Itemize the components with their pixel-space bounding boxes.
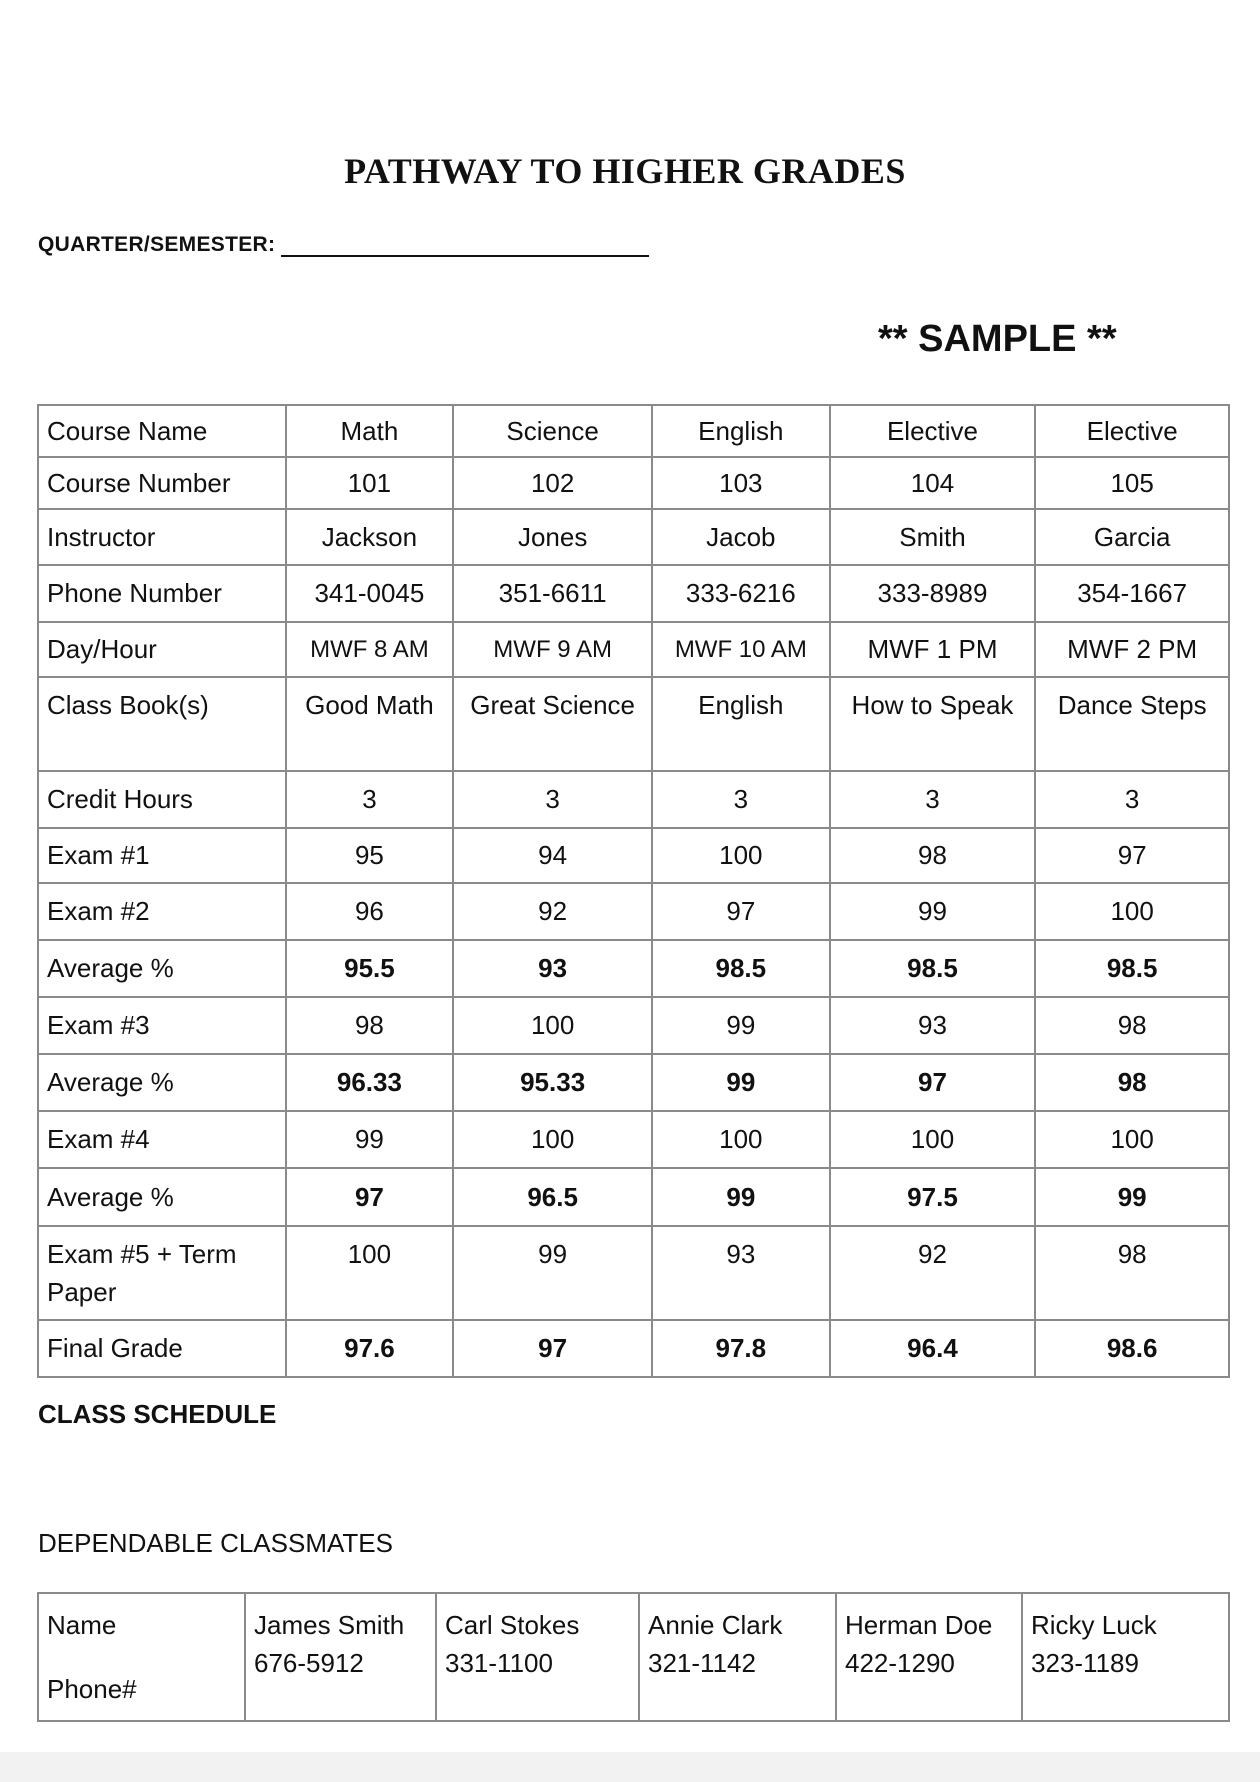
table-cell: MWF 8 AM [286,622,454,677]
table-cell: 100 [453,997,652,1054]
table-row-course-number [38,457,1229,509]
table-cell: MWF 10 AM [652,622,830,677]
table-cell: MWF 2 PM [1035,622,1229,677]
table-cell: 103 [652,457,830,509]
table-cell: Great Science [453,677,652,771]
row-label: Exam #5 + Term Paper [38,1226,286,1320]
table-cell: 98 [286,997,454,1054]
table-row-course-name [38,405,1229,457]
table-cell: Jacob [652,509,830,565]
table-cell: 98.6 [1035,1320,1229,1377]
table-cell: 99 [1035,1168,1229,1226]
table-cell: 92 [453,883,652,940]
table-row-average-3 [38,1168,1229,1226]
table-cell: 354-1667 [1035,565,1229,622]
row-label: Course Number [38,457,286,509]
table-cell: 95 [286,828,454,883]
table-cell: 100 [453,1111,652,1168]
classmate-name: Annie Clark [648,1610,783,1640]
row-label: Exam #3 [38,997,286,1054]
table-cell: 351-6611 [453,565,652,622]
document-title: PATHWAY TO HIGHER GRADES [344,151,906,191]
table-cell: 99 [652,1168,830,1226]
row-label: Average % [38,940,286,997]
row-label: Average % [38,1168,286,1226]
table-cell: MWF 9 AM [453,622,652,677]
table-cell: 3 [1035,771,1229,828]
table-row-exam-5 [38,1226,1229,1320]
table-cell: 97.6 [286,1320,454,1377]
table-row-exam-4 [38,1111,1229,1168]
class-schedule-label: CLASS SCHEDULE [38,1399,277,1429]
table-cell: 99 [652,997,830,1054]
classmate-name: Ricky Luck [1031,1610,1157,1640]
classmate-phone: 331-1100 [445,1648,553,1678]
table-cell: 96 [286,883,454,940]
table-cell: 93 [652,1226,830,1320]
table-cell: 100 [286,1226,454,1320]
row-label: Final Grade [38,1320,286,1377]
table-cell: Jones [453,509,652,565]
classmate-entry [245,1593,436,1721]
table-cell: Dance Steps [1035,677,1229,771]
table-cell: 101 [286,457,454,509]
classmate-name: James Smith [254,1610,405,1640]
table-cell: 333-6216 [652,565,830,622]
classmate-entry [436,1593,639,1721]
table-row-exam-3 [38,997,1229,1054]
table-cell: Science [453,405,652,457]
table-cell: 96.4 [830,1320,1036,1377]
table-cell: English [652,677,830,771]
table-cell: 341-0045 [286,565,454,622]
table-cell: 3 [830,771,1036,828]
classmates-table [37,1592,1230,1722]
table-cell: 99 [453,1226,652,1320]
table-cell: MWF 1 PM [830,622,1036,677]
row-label: Class Book(s) [38,677,286,771]
classmate-phone: 422-1290 [845,1648,955,1678]
table-cell: Jackson [286,509,454,565]
table-cell: 100 [652,828,830,883]
table-cell: 104 [830,457,1036,509]
table-cell: 105 [1035,457,1229,509]
table-row-average-1 [38,940,1229,997]
classmates-label-cell [38,1593,245,1721]
table-cell: 92 [830,1226,1036,1320]
page-bottom-edge [0,1752,1260,1782]
table-cell: 98 [1035,1226,1229,1320]
table-cell: Smith [830,509,1036,565]
table-cell: 333-8989 [830,565,1036,622]
table-cell: 97.5 [830,1168,1036,1226]
table-cell: Elective [1035,405,1229,457]
row-label: Day/Hour [38,622,286,677]
table-cell: How to Speak [830,677,1036,771]
table-cell: Elective [830,405,1036,457]
row-label: Instructor [38,509,286,565]
table-cell: 97 [652,883,830,940]
quarter-semester-field [38,233,649,257]
row-label: Exam #1 [38,828,286,883]
table-cell: 3 [453,771,652,828]
table-cell: 100 [1035,883,1229,940]
classmate-phone: 676-5912 [254,1648,364,1678]
row-label: Exam #4 [38,1111,286,1168]
table-cell: 94 [453,828,652,883]
quarter-semester-label: QUARTER/SEMESTER: [38,233,276,256]
classmate-name: Herman Doe [845,1610,993,1640]
table-cell: 98.5 [652,940,830,997]
table-cell: 93 [830,997,1036,1054]
table-row-exam-1 [38,828,1229,883]
table-cell: 98.5 [1035,940,1229,997]
table-cell: 97 [286,1168,454,1226]
table-cell: 102 [453,457,652,509]
table-cell: 100 [1035,1111,1229,1168]
table-row-class-books [38,677,1229,771]
table-cell: 99 [830,883,1036,940]
table-cell: Good Math [286,677,454,771]
row-label: Credit Hours [38,771,286,828]
table-cell: 97 [453,1320,652,1377]
table-row-final-grade [38,1320,1229,1377]
sample-mark: ** SAMPLE ** [878,318,1117,360]
table-cell: 100 [652,1111,830,1168]
grades-table [37,404,1230,1378]
table-cell: 98 [830,828,1036,883]
table-row-day-hour [38,622,1229,677]
table-cell: 98 [1035,997,1229,1054]
table-cell: 96.5 [453,1168,652,1226]
table-cell: 96.33 [286,1054,454,1111]
row-label: Phone Number [38,565,286,622]
classmate-entry [836,1593,1022,1721]
table-cell: Math [286,405,454,457]
row-label: Exam #2 [38,883,286,940]
table-cell: 97 [830,1054,1036,1111]
quarter-semester-blank-line [281,233,649,257]
classmate-entry [639,1593,836,1721]
table-row-average-2 [38,1054,1229,1111]
phone-label: Phone# [47,1674,137,1704]
classmate-name: Carl Stokes [445,1610,580,1640]
table-cell: 3 [286,771,454,828]
table-row-exam-2 [38,883,1229,940]
table-cell: 97 [1035,828,1229,883]
table-row [38,1593,1229,1721]
row-label: Course Name [38,405,286,457]
table-cell: 100 [830,1111,1036,1168]
dependable-classmates-label: DEPENDABLE CLASSMATES [38,1528,393,1558]
table-cell: 95.5 [286,940,454,997]
table-cell: 98.5 [830,940,1036,997]
table-cell: 97.8 [652,1320,830,1377]
table-cell: 99 [652,1054,830,1111]
classmate-phone: 323-1189 [1031,1648,1139,1678]
table-cell: 93 [453,940,652,997]
name-label: Name [47,1610,117,1640]
row-label: Average % [38,1054,286,1111]
table-cell: 99 [286,1111,454,1168]
table-cell: 3 [652,771,830,828]
table-cell: Garcia [1035,509,1229,565]
classmate-entry [1022,1593,1229,1721]
table-row-instructor [38,509,1229,565]
table-row-credit-hours [38,771,1229,828]
table-cell: 95.33 [453,1054,652,1111]
table-cell: English [652,405,830,457]
table-cell: 98 [1035,1054,1229,1111]
classmate-phone: 321-1142 [648,1648,756,1678]
table-row-phone-number [38,565,1229,622]
